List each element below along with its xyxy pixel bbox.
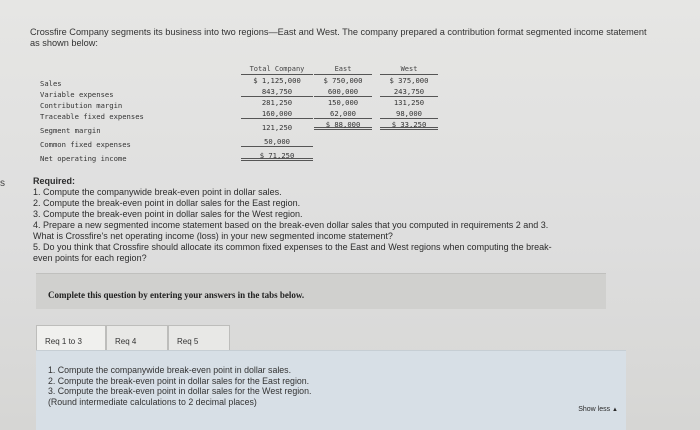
total-value: 843,750 — [241, 86, 313, 97]
tab-req-1-to-3[interactable]: Req 1 to 3 — [36, 325, 106, 353]
banner-text: Complete this question by entering your answers in the tabs below. — [48, 290, 305, 300]
row-label-sales: Sales — [40, 79, 62, 88]
row-label-contribution-margin: Contribution margin — [40, 101, 123, 110]
required-item: 5. Do you think that Crossfire should allocate its common fixed expenses to the East and West regions when computing the break- — [33, 242, 552, 252]
column-header-west: West — [380, 64, 438, 75]
panel-item: 3. Compute the break-even point in dollar sales for the West region. — [48, 386, 312, 396]
column-total-company — [241, 64, 313, 161]
west-value: 243,750 — [380, 86, 438, 97]
column-west — [380, 64, 438, 130]
required-item: 2. Compute the break-even point in dollar sales for the East region. — [33, 198, 301, 208]
row-label-traceable-fixed: Traceable fixed expenses — [40, 112, 144, 121]
caret-up-icon: ▲ — [612, 407, 618, 413]
west-value: 131,250 — [393, 98, 425, 107]
column-east — [314, 64, 372, 130]
east-value: 62,000 — [314, 108, 372, 119]
column-header-total: Total Company — [241, 64, 313, 75]
west-value: 98,000 — [380, 108, 438, 119]
required-item: What is Crossfire's net operating income (loss) in your new segmented income statement? — [33, 231, 393, 241]
show-less-button[interactable] — [578, 406, 618, 413]
west-value: $ 375,000 — [389, 76, 429, 85]
row-label-segment-margin: Segment margin — [40, 126, 101, 135]
tab-panel — [36, 350, 626, 430]
total-value: 121,250 — [261, 123, 293, 132]
panel-instructions — [48, 365, 311, 407]
segmented-income-statement — [36, 64, 456, 164]
row-label-variable-expenses: Variable expenses — [40, 90, 114, 99]
required-item: 1. Compute the companywide break-even point in dollar sales. — [33, 187, 282, 197]
east-value: 150,000 — [327, 98, 359, 107]
east-value: $ 88,000 — [314, 119, 372, 130]
edge-glyph: s — [0, 178, 5, 189]
tab-req-4[interactable]: Req 4 — [106, 325, 168, 353]
answer-tabs — [36, 325, 626, 353]
west-value: $ 33,250 — [380, 119, 438, 130]
row-label-net-operating-income: Net operating income — [40, 154, 127, 163]
total-value: $ 1,125,000 — [253, 76, 301, 85]
tab-req-5[interactable]: Req 5 — [168, 325, 230, 353]
row-labels — [40, 78, 144, 164]
show-less-label: Show less — [578, 406, 611, 413]
column-header-east: East — [314, 64, 372, 75]
panel-item: (Round intermediate calculations to 2 decimal places) — [48, 396, 257, 407]
total-value: 50,000 — [241, 136, 313, 147]
required-section — [33, 176, 653, 264]
instructions-banner — [36, 273, 606, 309]
required-item: 3. Compute the break-even point in dollar sales for the West region. — [33, 209, 303, 219]
total-value: $ 71,250 — [241, 150, 313, 161]
required-heading: Required: — [33, 176, 76, 186]
required-item: 4. Prepare a new segmented income statement based on the break-even dollar sales that you computed in requirements 2 and 3. — [33, 220, 549, 230]
intro-text: Crossfire Company segments its business into two regions—East and West. The company prepared a contribution format segmented income statement as shown below: — [30, 27, 647, 48]
east-value: $ 750,000 — [323, 76, 363, 85]
total-value: 160,000 — [241, 108, 313, 119]
required-item: even points for each region? — [33, 253, 147, 263]
panel-item: 2. Compute the break-even point in dollar sales for the East region. — [48, 375, 310, 386]
row-label-common-fixed: Common fixed expenses — [40, 140, 131, 149]
east-value: 600,000 — [314, 86, 372, 97]
panel-item: 1. Compute the companywide break-even point in dollar sales. — [48, 365, 292, 375]
total-value: 281,250 — [261, 98, 293, 107]
